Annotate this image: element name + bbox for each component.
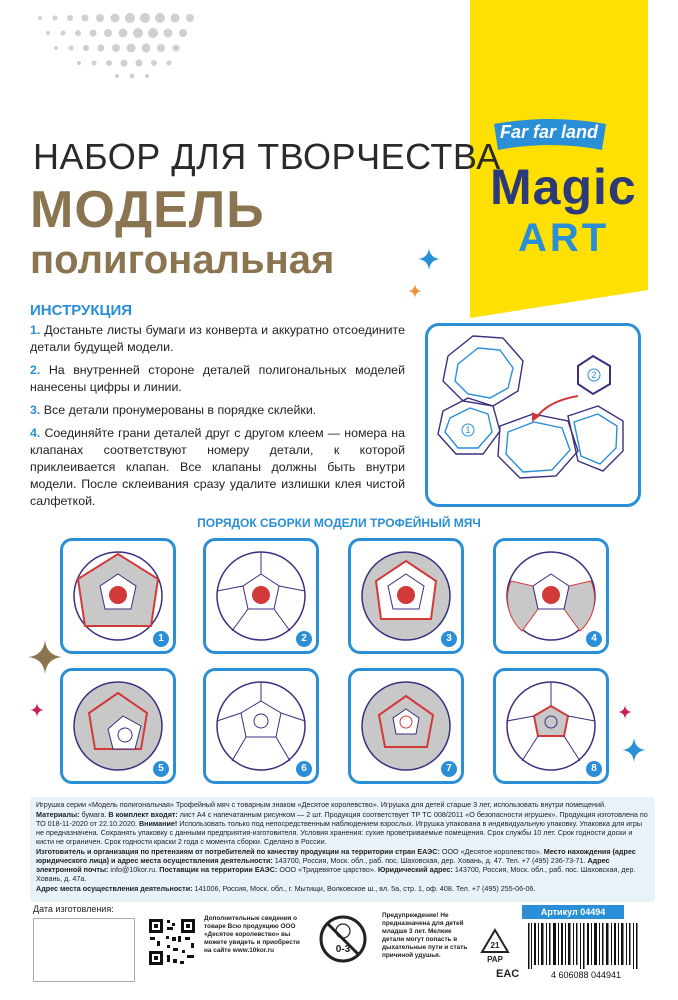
- assembly-order-title: ПОРЯДОК СБОРКИ МОДЕЛИ ТРОФЕЙНЫЙ МЯЧ: [197, 516, 481, 530]
- instruction-step: 1. Достаньте листы бумаги из конверта и аккуратно отсоедините детали будущей модели.: [30, 323, 405, 354]
- sparkle-icon: [618, 705, 632, 719]
- assembly-step-tile: [493, 668, 609, 784]
- step-number: 3: [441, 631, 457, 647]
- part-label-2: 2: [591, 370, 597, 380]
- product-title: МОДЕЛЬ: [30, 181, 265, 239]
- legal-paragraph: Изготовитель и организация по претензиям от потребителей по качеству продукции на территории стран ЕАЭС: ООО «Десятое королевство». Место нахождения (адрес юридического лица) и адрес места осуществления деятельности: 143700, Россия, Моск. обл., раб. пос. Шаховская, дер. Ховань, д. 47. Тел. +7 (495) 236-73-71. Адрес электронной почты: info@10kor.ru. Поставщик на территории ЕАЭС: ООО «Тридевятое царство». Юридический адрес: 143700, Россия, Моск. обл., раб. пос. Шаховская, дер. Ховань, д. 47а.: [36, 847, 636, 883]
- step-number: 1: [153, 631, 169, 647]
- eac-mark: EAC: [496, 968, 520, 980]
- instruction-step: 4. Соединяйте грани деталей друг с другом клеем — номера на клапанах соответствуют номеру детали, к которой приклеивается клапан. Все клапаны должны быть внутри модели. После склеивания сразу удалите излишки клея чистой салфеткой.: [30, 426, 405, 508]
- barcode-number: 4 606088 044941: [550, 970, 622, 980]
- assembly-step-tile: [203, 538, 319, 654]
- instructions-list: [30, 322, 405, 516]
- gluing-diagram: [425, 323, 641, 507]
- legal-info-block: [30, 797, 655, 902]
- part-label-1: 1: [465, 425, 471, 435]
- legal-paragraph: Материалы: бумага. В комплект входят: лист А4 с напечатанным рисунком — 2 шт. Продукция соответствует ТР ТС 008/2011 «О безопасности игрушек». Продукция изготовлена по ТО 018-11-2020 от 22.10.2020. Внимание! Использовать только под непосредственным наблюдением взрослых. Игрушка упакована в индивидуальную упаковку. Упаковка для игры не предназначена. Сохранять упаковку с данными предприятия-изготовителя. Условия хранения: сухие проветриваемые помещения. Срок службы 10 лет. Срок годности доски и кисти не ограничен. Срок годности краски 2 года с момента сборки. Сделано в России.: [36, 810, 648, 846]
- assembly-step-tile: [60, 538, 176, 654]
- step-number: 8: [586, 761, 602, 777]
- halftone-dots-decoration: [30, 8, 205, 83]
- brand-magic-wordmark: Magic: [490, 159, 637, 215]
- brand-far-far-land: Far far land: [500, 122, 599, 142]
- brand-art-wordmark: ART: [518, 216, 610, 260]
- age-label: 0-3: [335, 944, 351, 955]
- qr-info-text: Дополнительные сведения о товаре Всю продукцию ООО «Десятое королевство» вы можете увидеть и приобрести на сайте www.10kor.ru: [204, 915, 300, 954]
- sparkle-icon: [418, 248, 440, 270]
- instruction-step: 2. На внутренней стороне деталей полигональных моделей нанесены цифры и линии.: [30, 363, 405, 394]
- assembly-step-tile: [60, 668, 176, 784]
- assembly-step-tile: [203, 668, 319, 784]
- article-number: Артикул 04494: [522, 905, 624, 919]
- manufacture-date-label: Дата изготовления:: [33, 904, 114, 914]
- assembly-step-tile: [348, 668, 464, 784]
- instructions-title: ИНСТРУКЦИЯ: [30, 302, 133, 319]
- age-restriction-icon: [318, 914, 368, 964]
- step-number: 7: [441, 761, 457, 777]
- barcode: [522, 921, 650, 981]
- assembly-step-tile: [493, 538, 609, 654]
- svg-text:21: 21: [490, 941, 500, 950]
- step-number: 4: [586, 631, 602, 647]
- assembly-step-tile: [348, 538, 464, 654]
- instruction-step: 3. Все детали пронумерованы в порядке склейки.: [30, 403, 317, 417]
- sparkle-icon: [30, 703, 44, 717]
- qr-code-icon: [147, 917, 197, 967]
- sparkle-icon: [28, 640, 62, 674]
- choking-warning: Предупреждение! Не предназначена для детей младше 3 лет. Мелкие детали могут попасть в дыхательные пути и стать причиной удушья.: [382, 912, 468, 959]
- sparkle-icon: [622, 738, 646, 762]
- legal-paragraph: Игрушка серии «Модель полигональная» Трофейный мяч с товарным знаком «Десятое королевство». Игрушка для детей старше 3 лет, использовать внутри помещений.: [36, 800, 606, 809]
- svg-text:PAP: PAP: [487, 955, 503, 964]
- manufacture-date-box: [33, 918, 135, 982]
- step-number: 6: [296, 761, 312, 777]
- legal-paragraph: Адрес места осуществления деятельности: 141006, Россия, Моск. обл., г. Мытищи, Волковское ш., вл. 5а, стр. 1, оф. 408. Тел. +7 (495) 255-06-06.: [36, 884, 536, 893]
- sparkle-icon: [408, 284, 422, 298]
- step-number: 2: [296, 631, 312, 647]
- product-subtitle: полигональная: [30, 238, 335, 282]
- step-number: 5: [153, 761, 169, 777]
- product-category-heading: НАБОР ДЛЯ ТВОРЧЕСТВА: [33, 136, 501, 177]
